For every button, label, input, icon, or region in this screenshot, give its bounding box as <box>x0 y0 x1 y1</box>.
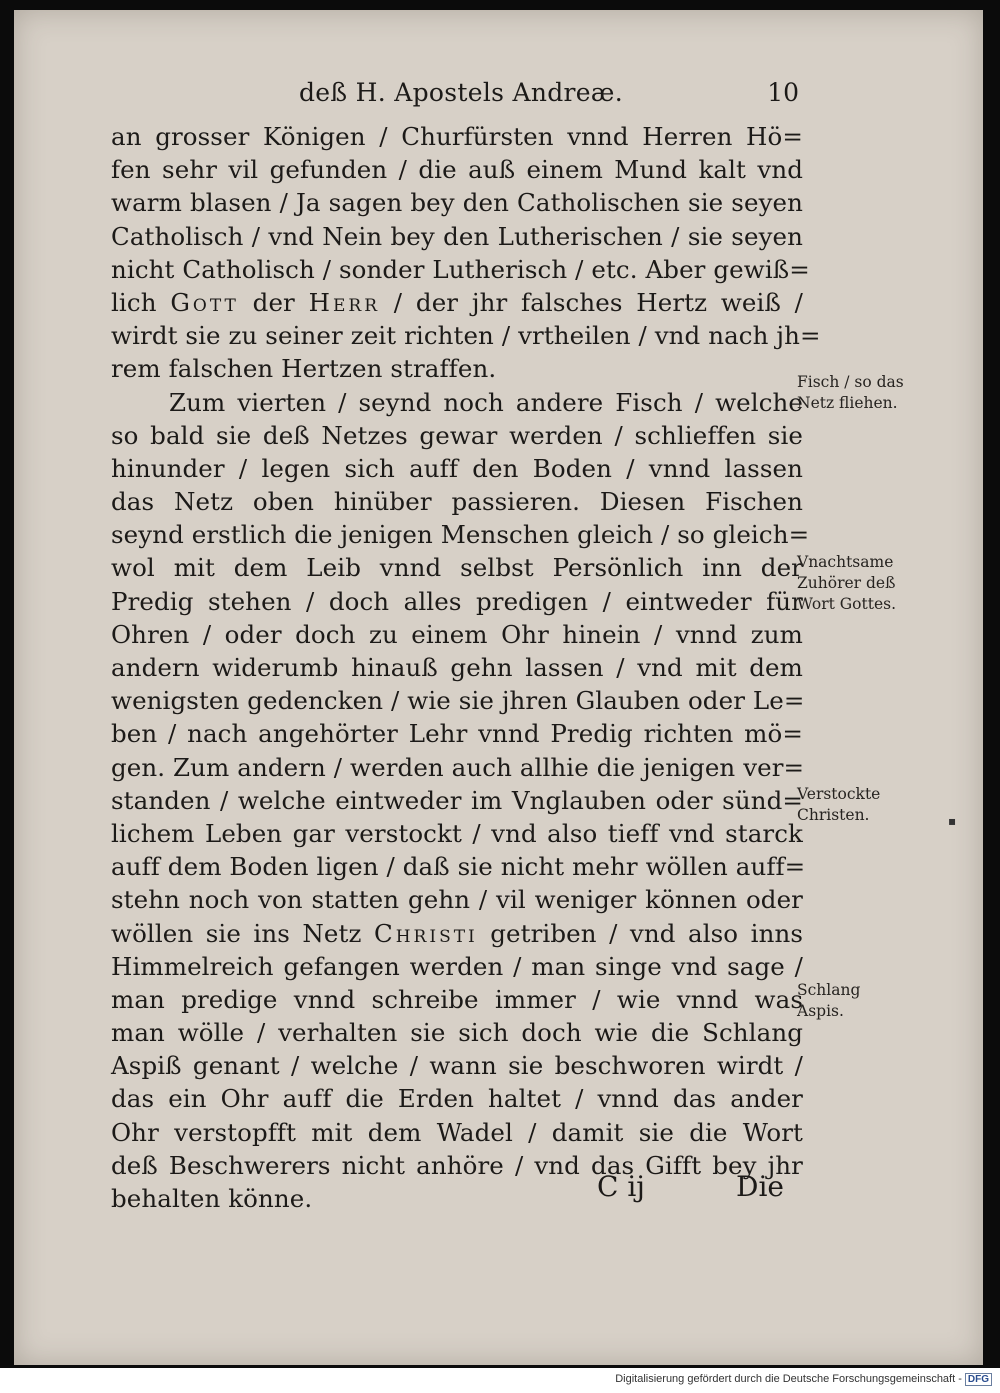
footer-text: Digitalisierung gefördert durch die Deutsche Forschungsgemeinschaft - <box>615 1373 962 1385</box>
margin-note-line: Vnachtsame <box>797 553 894 571</box>
text-line: wenigsten gedencken / wie sie jhren Glauben oder Le= <box>111 686 805 716</box>
catchword: Die <box>736 1170 784 1203</box>
text-line: deß Beschwerers nicht anhöre / vnd das Gifft bey jhr <box>111 1150 803 1180</box>
text-line: Zum vierten / seynd noch andere Fisch / welche <box>169 387 803 417</box>
text-line: Ohren / oder doch zu einem Ohr hinein / vnnd zum <box>111 619 803 649</box>
running-header <box>299 78 799 118</box>
text-fragment: lich <box>111 287 157 317</box>
text-line: Ohr verstopfft mit dem Wadel / damit sie die Wort <box>111 1117 803 1147</box>
margin-note-line: Schlang <box>797 981 861 999</box>
text-line: das Netz oben hinüber passieren. Diesen Fischen <box>111 487 803 517</box>
text-line: auff dem Boden ligen / daß sie nicht mehr wöllen auff= <box>111 852 806 882</box>
margin-note-line: Verstockte <box>797 785 881 803</box>
text-fragment: getriben / vnd also inns <box>490 918 803 948</box>
margin-note-line: Fisch / so das <box>797 373 904 391</box>
running-title: deß H. Apostels Andreæ. <box>299 78 623 107</box>
text-line <box>111 286 803 319</box>
text-line: andern widerumb hinauß gehn lassen / vnd mit dem <box>111 653 803 682</box>
book-page <box>14 10 983 1365</box>
text-line: ben / nach angehörter Lehr vnnd Predig richten mö= <box>111 719 803 749</box>
text-line: rem falschen Hertzen straffen. <box>111 354 497 384</box>
text-line: so bald sie deß Netzes gewar werden / schlieffen sie <box>111 420 803 450</box>
signature-mark: C ij <box>597 1170 645 1203</box>
text-fragment: / der jhr falsches Hertz weiß / <box>393 287 804 317</box>
margin-note-line: Aspis. <box>797 1002 844 1020</box>
text-line: stehn noch von statten gehn / vil weniger können oder <box>111 885 803 915</box>
margin-note-line: Netz fliehen. <box>797 394 898 412</box>
page-number: 10 <box>767 78 799 107</box>
text-line: Catholisch / vnd Nein bey den Lutherischen / sie seyen <box>111 221 803 251</box>
text-line: lichem Leben gar verstockt / vnd also tieff vnd starck <box>111 818 803 848</box>
text-line: fen sehr vil gefunden / die auß einem Mund kalt vnd <box>111 155 803 185</box>
margin-note-line: Zuhörer deß <box>797 574 896 592</box>
digitization-footer <box>615 1373 992 1386</box>
text-line: standen / welche eintweder im Vnglauben oder sünd= <box>111 785 803 815</box>
text-line: an grosser Königen / Churfürsten vnnd Herren Hö= <box>111 122 803 151</box>
small-caps-word: Gott <box>170 287 239 317</box>
page-mark: ▪ <box>948 814 957 828</box>
text-line: man wölle / verhalten sie sich doch wie die Schlang <box>111 1018 803 1048</box>
margin-note <box>797 784 967 826</box>
text-line: Predig stehen / doch alles predigen / eintweder für <box>111 586 803 616</box>
margin-note <box>797 372 967 414</box>
margin-note <box>797 552 967 615</box>
text-line: Himmelreich gefangen werden / man singe vnd sage / <box>111 951 803 981</box>
text-line: man predige vnnd schreibe immer / wie vnnd was <box>111 984 803 1014</box>
text-line <box>111 917 803 950</box>
margin-note-line: Christen. <box>797 806 870 824</box>
dfg-logo: DFG <box>965 1373 992 1386</box>
text-line: behalten könne. <box>111 1184 313 1213</box>
text-line: nicht Catholisch / sonder Lutherisch / etc. Aber gewiß= <box>111 254 810 284</box>
text-line: Aspiß genant / welche / wann sie beschworen wirdt / <box>111 1051 803 1081</box>
small-caps-word: Herr <box>308 287 381 317</box>
text-line: gen. Zum andern / werden auch allhie die jenigen ver= <box>111 752 805 782</box>
margin-note <box>797 980 967 1022</box>
text-line: das ein Ohr auff die Erden haltet / vnnd das ander <box>111 1084 803 1114</box>
text-line: wol mit dem Leib vnnd selbst Persönlich inn der <box>111 553 803 583</box>
text-fragment: wöllen sie ins Netz <box>111 918 362 948</box>
text-fragment: der <box>252 287 295 317</box>
text-line: warm blasen / Ja sagen bey den Catholischen sie seyen <box>111 188 803 218</box>
text-line: seynd erstlich die jenigen Menschen gleich / so gleich= <box>111 520 810 550</box>
margin-note-line: Wort Gottes. <box>797 595 897 613</box>
text-line: wirdt sie zu seiner zeit richten / vrtheilen / vnd nach jh= <box>111 321 821 351</box>
text-line: hinunder / legen sich auff den Boden / vnnd lassen <box>111 453 803 483</box>
small-caps-word: Christi <box>373 918 478 948</box>
